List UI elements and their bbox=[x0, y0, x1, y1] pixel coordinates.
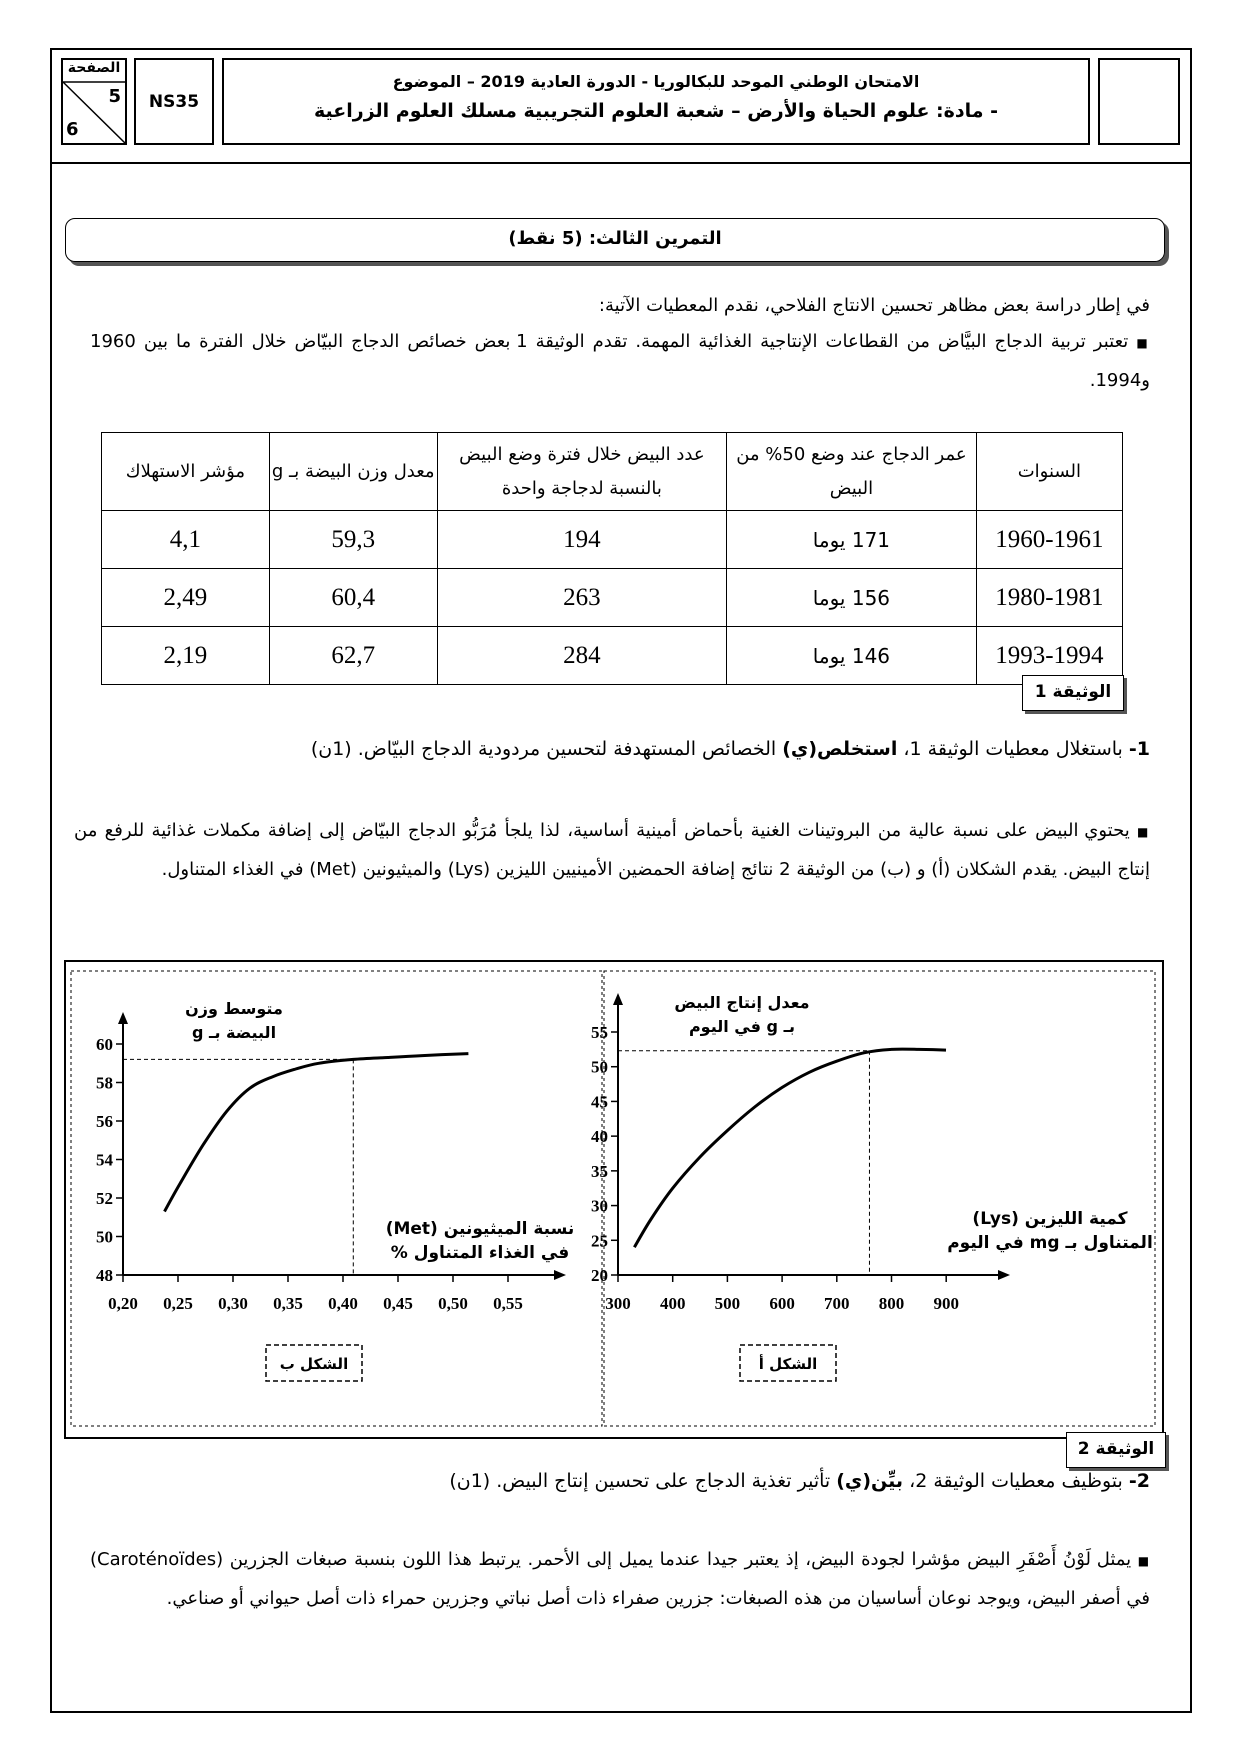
question-1: 1- باستغلال معطيات الوثيقة 1، استخلص(ي) الخصائص المستهدفة لتحسين مردودية الدجاج البيّاض. (1ن) bbox=[310, 738, 1150, 760]
chart-b-y-tick-label: 60 bbox=[96, 1035, 113, 1054]
chart-b-ylabel-line2: البيضة بـ g bbox=[191, 1023, 277, 1042]
chart-b-x-tick-label: 0,55 bbox=[493, 1294, 523, 1313]
exam-code: NS35 bbox=[148, 91, 200, 112]
bullet-1: ■ تعتبر تربية الدجاج البيَّاض من القطاعات الإنتاجية الغذائية المهمة. تقدم الوثيقة 1 بعض خصائص الدجاج البيّاض خلال الفترة ما بين 1960 و1994. bbox=[90, 331, 1150, 391]
chart-b-x-tick-label: 0,25 bbox=[163, 1294, 193, 1313]
page-current: 5 bbox=[108, 86, 121, 107]
chart-b-x-tick-label: 0,50 bbox=[438, 1294, 468, 1313]
chart-b-y-arrow-icon bbox=[118, 1012, 128, 1024]
bullet-icon: ■ bbox=[1137, 825, 1150, 839]
page-number-box bbox=[61, 58, 127, 145]
document-2-charts bbox=[66, 962, 1162, 1437]
exam-title-line2: - مادة: علوم الحياة والأرض – شعبة العلوم التجريبية مسلك العلوم الزراعية bbox=[313, 100, 999, 122]
chart-b-y-tick-label: 54 bbox=[96, 1150, 113, 1170]
chart-a-xlabel-line2: المتناول بـ mg في اليوم bbox=[947, 1233, 1153, 1253]
table-row: 1993-1994 146 يوما 284 62,7 2,19 bbox=[102, 627, 1123, 685]
chart-a-y-tick-label: 25 bbox=[591, 1231, 608, 1251]
chart-a-ylabel: معدل إنتاج البيض bbox=[674, 993, 810, 1012]
chart-b-series-line bbox=[165, 1054, 469, 1212]
chart-a-xlabel: كمية الليزين (Lys) bbox=[972, 1209, 1128, 1229]
chart-a-y-arrow-icon bbox=[613, 993, 623, 1005]
chart-a-y-tick-label: 35 bbox=[591, 1161, 608, 1181]
chart-b-y-tick-label: 58 bbox=[96, 1073, 113, 1093]
chart-a-x-tick-label: 300 bbox=[605, 1294, 631, 1313]
chart-b-y-tick-label: 48 bbox=[96, 1266, 113, 1285]
chart-a-panel bbox=[604, 971, 1155, 1426]
chart-b-y-tick-label: 50 bbox=[96, 1227, 113, 1247]
chart-a-x-arrow-icon bbox=[998, 1270, 1010, 1280]
chart-b-y-tick-label: 56 bbox=[96, 1112, 113, 1131]
chart-a-x-tick-label: 600 bbox=[769, 1294, 795, 1313]
chart-b-x-tick-label: 0,35 bbox=[273, 1294, 303, 1313]
chart-b-x-tick-label: 0,20 bbox=[108, 1294, 138, 1313]
col-eggs: عدد البيض خلال فترة وضع البيض بالنسبة لدجاجة واحدة bbox=[437, 433, 727, 511]
chart-a-y-tick-label: 20 bbox=[591, 1266, 608, 1285]
exam-code-box bbox=[134, 58, 214, 145]
chart-b-x-tick-label: 0,30 bbox=[218, 1294, 248, 1313]
chart-a-x-tick-label: 500 bbox=[714, 1294, 741, 1313]
col-index: مؤشر الاستهلاك bbox=[102, 433, 270, 511]
col-years: السنوات bbox=[976, 433, 1122, 511]
chart-a-y-tick-label: 40 bbox=[591, 1127, 608, 1147]
bullet-2: ■ يحتوي البيض على نسبة عالية من البروتينات الغنية بأحماض أمينية أساسية، لذا يلجأ مُرَبُّو الدجاج البيّاض إلى إضافة مكملات غذائية للرفع من إنتاج البيض. يقدم الشكلان (أ) و (ب) من الوثيقة 2 نتائج إضافة الحمضين الأمينيين الليزين (Lys) والميثيونين (Met) في الغذاء المتناول. bbox=[74, 820, 1150, 880]
chart-b-ylabel: متوسط وزن bbox=[185, 999, 283, 1018]
table-row: 1960-1961 171 يوما 194 59,3 4,1 bbox=[102, 511, 1123, 569]
bullet-icon: ■ bbox=[1136, 336, 1150, 350]
table-header-row bbox=[102, 433, 1123, 511]
chart-a-ylabel-line2: بـ g في اليوم bbox=[688, 1017, 796, 1036]
chart-a-series-line bbox=[634, 1049, 946, 1247]
chart-b-x-tick-label: 0,40 bbox=[328, 1294, 358, 1313]
col-age: عمر الدجاج عند وضع 50% من البيض bbox=[727, 433, 977, 511]
chart-a-y-tick-label: 50 bbox=[591, 1057, 608, 1077]
page-total: 6 bbox=[66, 119, 79, 140]
chart-b-caption: الشكل ب bbox=[279, 1355, 349, 1373]
document-2-label: الوثيقة 2 bbox=[1066, 1432, 1166, 1468]
chart-a-y-tick-label: 30 bbox=[591, 1196, 608, 1216]
chart-a-y-tick-label: 45 bbox=[591, 1092, 608, 1112]
chart-b-xlabel-line2: في الغذاء المتناول % bbox=[390, 1243, 570, 1263]
chart-b-x-tick-label: 0,45 bbox=[383, 1294, 413, 1313]
exercise-title: التمرين الثالث: (5 نقط) bbox=[65, 218, 1165, 262]
chart-a-x-tick-label: 700 bbox=[824, 1294, 850, 1313]
chart-a-x-tick-label: 400 bbox=[659, 1294, 686, 1313]
intro-text: في إطار دراسة بعض مظاهر تحسين الانتاج الفلاحي، نقدم المعطيات الآتية: bbox=[598, 295, 1150, 316]
table-row: 1980-1981 156 يوما 263 60,4 2,49 bbox=[102, 569, 1123, 627]
document-2-frame bbox=[64, 960, 1164, 1439]
logo-box bbox=[1098, 58, 1180, 145]
col-weight: معدل وزن البيضة بـ g bbox=[269, 433, 437, 511]
chart-a-x-tick-label: 900 bbox=[933, 1294, 959, 1313]
exam-title-line1: الامتحان الوطني الموحد للبكالوريا - الدورة العادية 2019 – الموضوع bbox=[392, 72, 920, 91]
chart-b-y-tick-label: 52 bbox=[96, 1189, 113, 1208]
header-divider bbox=[50, 162, 1192, 164]
chart-a-y-tick-label: 55 bbox=[591, 1023, 608, 1042]
page-label: الصفحة bbox=[67, 60, 121, 76]
document-1-label: الوثيقة 1 bbox=[1022, 675, 1124, 711]
chart-b-x-arrow-icon bbox=[554, 1270, 566, 1280]
chart-a-x-tick-label: 800 bbox=[878, 1294, 905, 1313]
bullet-3: ■ يمثل لَوْنُ أَصْفَرِ البيض مؤشرا لجودة البيض، إذ يعتبر جيدا عندما يميل إلى الأحمر. يرتبط هذا اللون بنسبة صبغات الجزرين (Caroténoïdes) في أصفر البيض، ويوجد نوعان أساسيان من هذه الصبغات: جزرين صفراء ذات أصل نباتي وجزرين حمراء ذات أصل حيواني أو صناعي. bbox=[90, 1549, 1150, 1609]
chart-b-xlabel: نسبة الميثيونين (Met) bbox=[385, 1219, 575, 1239]
chart-a-caption: الشكل أ bbox=[758, 1355, 818, 1373]
document-1-table bbox=[101, 432, 1123, 685]
bullet-icon: ■ bbox=[1137, 1554, 1150, 1568]
question-2: 2- بتوظيف معطيات الوثيقة 2، بيِّن(ي) تأثير تغذية الدجاج على تحسين إنتاج البيض. (1ن) bbox=[449, 1470, 1150, 1492]
